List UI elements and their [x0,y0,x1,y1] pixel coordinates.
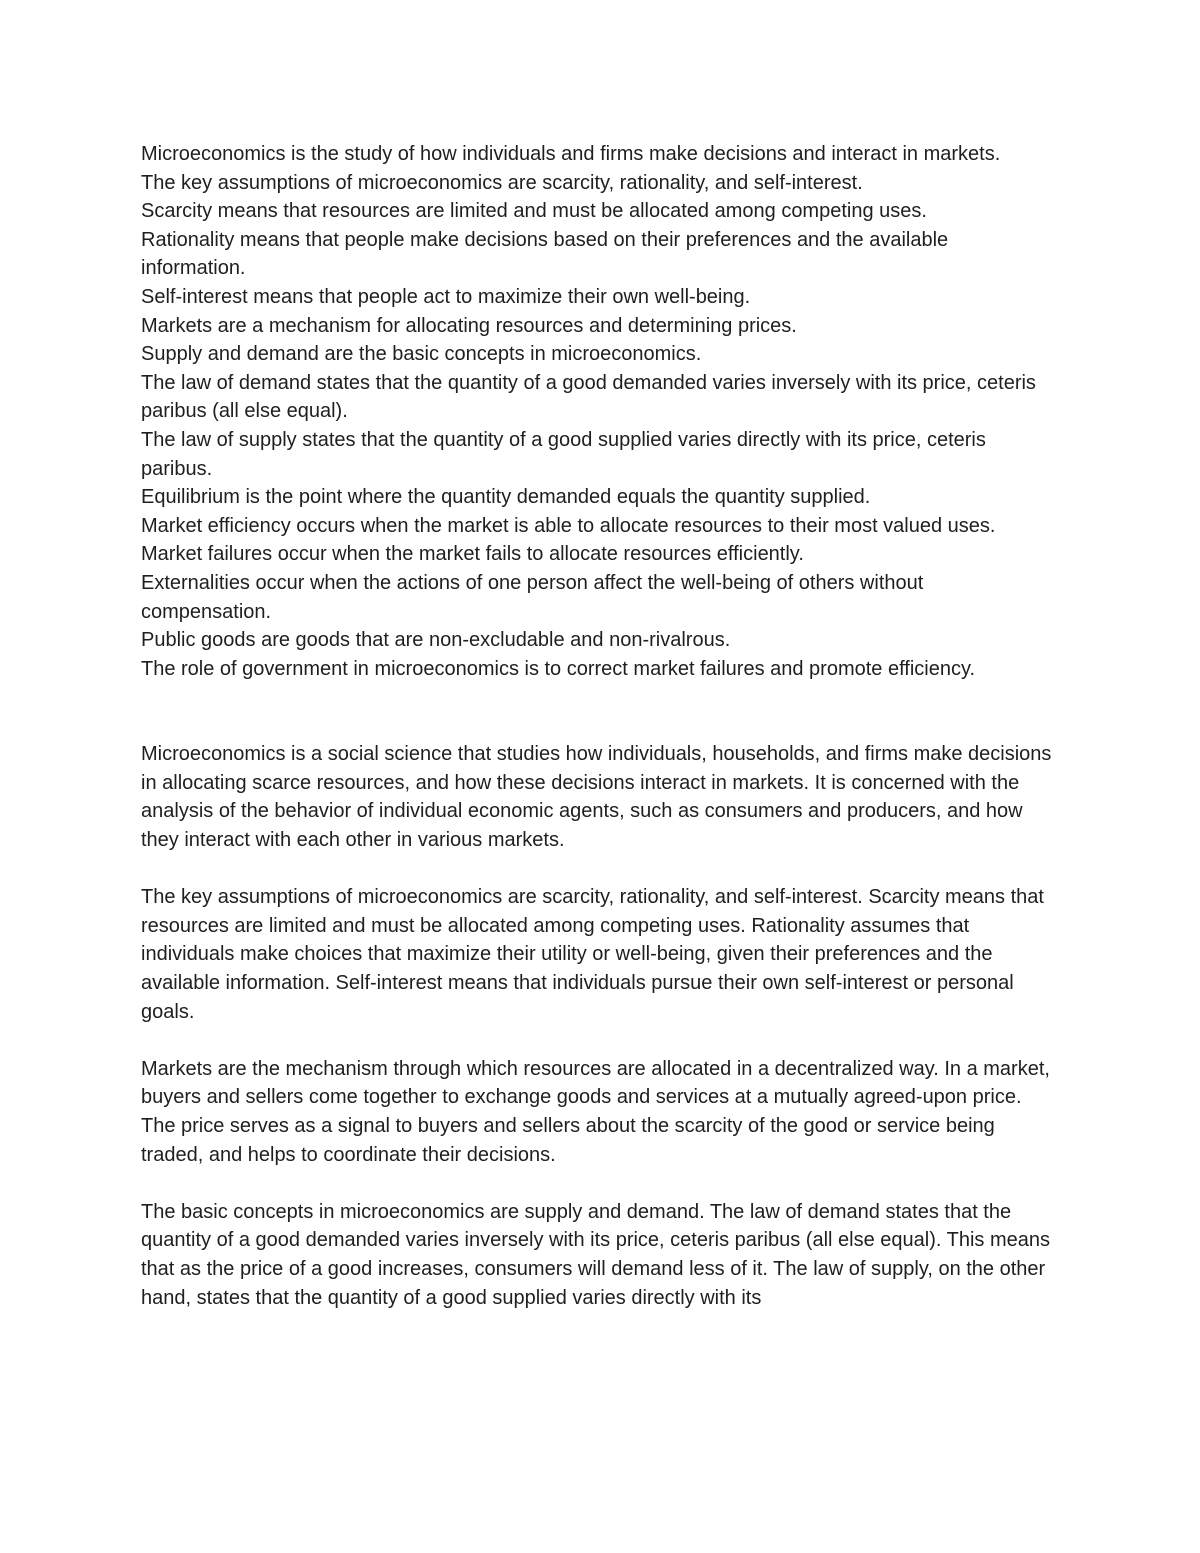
paragraph: The basic concepts in microeconomics are supply and demand. The law of demand states that the quantity of a good demanded varies inversely with its price, ceteris paribus (all else equal). This means that as the price of a good increases, consumers will demand less of it. The law of supply, on the other hand, states that the quantity of a good supplied varies directly with its [141,1200,1050,1309]
summary-line: The role of government in microeconomics is to correct market failures and promote efficiency. [141,657,976,680]
summary-line: Equilibrium is the point where the quantity demanded equals the quantity supplied. [141,486,871,509]
summary-line: Markets are a mechanism for allocating resources and determining prices. [141,314,797,337]
summary-line: Self-interest means that people act to maximize their own well-being. [141,285,751,308]
summary-line: The law of supply states that the quantity of a good supplied varies directly with its price, ceteris paribus. [141,428,986,480]
paragraph: The key assumptions of microeconomics are scarcity, rationality, and self-interest. Scarcity means that resources are limited and must be allocated among competing uses. Rationality assumes that individuals make choices that maximize their utility or well-being, given their preferences and the available information. Self-interest means that individuals pursue their own self-interest or personal goals. [141,886,1044,1023]
summary-line: The law of demand states that the quantity of a good demanded varies inversely with its price, ceteris paribus (all else equal). [141,371,1036,423]
section-spacer [141,683,1056,740]
document-body [141,140,1056,1341]
summary-line: Market failures occur when the market fails to allocate resources efficiently. [141,543,804,566]
summary-line: Supply and demand are the basic concepts in microeconomics. [141,343,702,366]
paragraph: Microeconomics is a social science that studies how individuals, households, and firms make decisions in allocating scarce resources, and how these decisions interact in markets. It is concerned with the analysis of the behavior of individual economic agents, such as consumers and producers, and how they interact with each other in various markets. [141,743,1052,852]
paragraph: Markets are the mechanism through which resources are allocated in a decentralized way. In a market, buyers and sellers come together to exchange goods and services at a mutually agreed-upon price. The price serves as a signal to buyers and sellers about the scarcity of the good or service being traded, and helps to coordinate their decisions. [141,1057,1050,1166]
summary-line: Public goods are goods that are non-excludable and non-rivalrous. [141,629,731,652]
summary-list [141,140,1056,683]
summary-line: Rationality means that people make decisions based on their preferences and the available information. [141,228,949,280]
summary-line: The key assumptions of microeconomics are scarcity, rationality, and self-interest. [141,171,863,194]
summary-line: Market efficiency occurs when the market is able to allocate resources to their most valued uses. [141,514,996,537]
explanation-section [141,740,1056,1312]
summary-line: Externalities occur when the actions of one person affect the well-being of others without compensation. [141,571,924,623]
summary-line: Scarcity means that resources are limited and must be allocated among competing uses. [141,200,927,223]
summary-line: Microeconomics is the study of how individuals and firms make decisions and interact in markets. [141,143,1001,165]
